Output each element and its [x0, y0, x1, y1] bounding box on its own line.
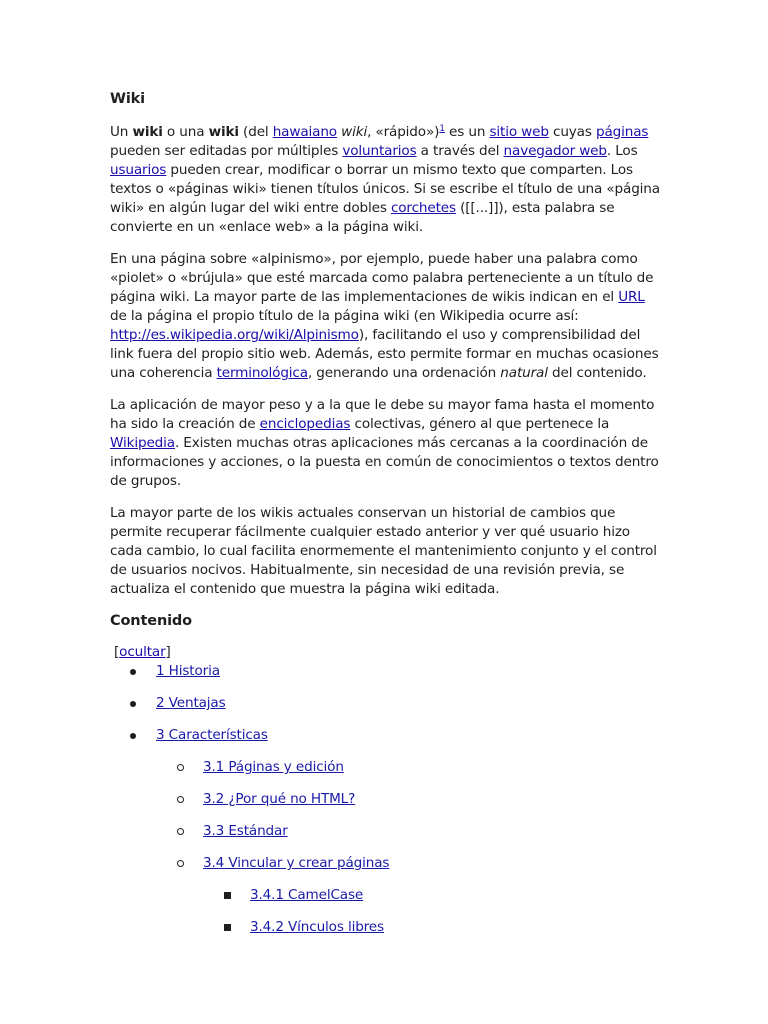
text: , «rápido») [367, 124, 440, 140]
text: es un [444, 124, 490, 140]
toc-link-estandar[interactable]: 3.3 Estándar [203, 823, 288, 839]
bullet-circle-icon [177, 790, 184, 809]
bullet-square-icon [224, 918, 231, 937]
text: colectivas, género al que pertenece la [350, 416, 610, 432]
toc-list [110, 662, 660, 937]
text: La aplicación de mayor peso y a la que le debe su mayor fama hasta el momento ha sido la creación de [110, 397, 655, 432]
bullet-circle-icon [177, 758, 184, 777]
toc-link-vincular-crear[interactable]: 3.4 Vincular y crear páginas [203, 855, 390, 871]
toc-heading: Contenido [110, 613, 192, 629]
toc-item [110, 662, 660, 681]
text: (del [238, 124, 273, 140]
toc-link-ventajas[interactable]: 2 Ventajas [156, 695, 226, 711]
text: del contenido. [547, 365, 647, 381]
text: pueden ser editadas por múltiples [110, 143, 343, 159]
link-paginas[interactable]: páginas [595, 124, 649, 140]
history-paragraph: La mayor parte de los wikis actuales conservan un historial de cambios que permite recuperar fácilmente cualquier estado anterior y ver qué usuario hizo cada cambio, lo cual facilita enormemente el mantenimiento conjunto y el control de usuarios nocivos. Habitualmente, sin necesidad de una revisión previa, se actualiza el contenido que muestra la página wiki editada. [110, 505, 657, 597]
bracket: ] [165, 644, 171, 660]
bullet-disc-icon [130, 694, 136, 713]
toc-hide-link[interactable]: ocultar [119, 644, 166, 660]
text: , generando una ordenación [307, 365, 501, 381]
toc-toggle [114, 643, 660, 662]
text: o una [162, 124, 209, 140]
text: ([[...]]), esta palabra se convierte en un «enlace web» a la página wiki. [110, 200, 615, 235]
bullet-square-icon [224, 886, 231, 905]
bullet-circle-icon [177, 822, 184, 841]
text: Un [110, 124, 133, 140]
text: pueden crear, modificar o borrar un mismo texto que comparten. Los textos o «páginas wiki» tienen títulos únicos. Si se escribe el título de una «página wiki» en algún lugar del wiki entre dobles [110, 162, 660, 216]
text: En una página sobre «alpinismo», por ejemplo, puede haber una palabra como «piolet» o «brújula» que esté marcada como palabra perteneciente a un título de página wiki. La mayor parte de las implementaciones de wikis indican en el [110, 251, 654, 305]
toc-item [110, 822, 660, 841]
toc-item [110, 854, 660, 873]
text: cuyas [548, 124, 596, 140]
toc-item [110, 694, 660, 713]
link-corchetes[interactable]: corchetes [390, 200, 456, 216]
bold-term: wiki [132, 124, 163, 140]
toc-item [110, 790, 660, 809]
bullet-circle-icon [177, 854, 184, 873]
bullet-disc-icon [130, 662, 136, 681]
link-voluntarios[interactable]: voluntarios [342, 143, 417, 159]
text: de la página el propio título de la página wiki (en Wikipedia ocurre así: [110, 308, 579, 324]
link-url[interactable]: URL [618, 289, 645, 305]
text: . Los [606, 143, 638, 159]
alpinismo-paragraph [110, 250, 660, 383]
link-sitio-web[interactable]: sitio web [489, 124, 549, 140]
text: . Existen muchas otras aplicaciones más cercanas a la coordinación de informaciones y acciones, o la puesta en común de conocimientos o textos dentro de grupos. [110, 435, 659, 489]
reference-link[interactable]: 1 [439, 124, 445, 134]
text: a través del [416, 143, 504, 159]
toc-item [110, 758, 660, 777]
link-usuarios[interactable]: usuarios [110, 162, 167, 178]
link-alpinismo[interactable]: http://es.wikipedia.org/wiki/Alpinismo [110, 327, 359, 343]
text: ), facilitando el uso y comprensibilidad del link fuera del propio sitio web. Además, esto permite formar en muchas ocasiones una coherencia [110, 327, 659, 381]
page-title: Wiki [110, 91, 145, 107]
toc-link-paginas-edicion[interactable]: 3.1 Páginas y edición [203, 759, 344, 775]
link-terminologica[interactable]: terminológica [216, 365, 308, 381]
toc-item [110, 886, 660, 905]
italic-term: wiki [341, 124, 368, 140]
toc-link-vinculos-libres[interactable]: 3.4.2 Vínculos libres [250, 919, 384, 935]
toc-link-caracteristicas[interactable]: 3 Características [156, 727, 268, 743]
italic-term: natural [500, 365, 548, 381]
link-wikipedia[interactable]: Wikipedia [110, 435, 175, 451]
toc-link-historia[interactable]: 1 Historia [156, 663, 220, 679]
article-content [110, 90, 660, 950]
toc-link-por-que-no-html[interactable]: 3.2 ¿Por qué no HTML? [203, 791, 356, 807]
link-hawaiano[interactable]: hawaiano [272, 124, 337, 140]
link-enciclopedias[interactable]: enciclopedias [259, 416, 351, 432]
toc-link-camelcase[interactable]: 3.4.1 CamelCase [250, 887, 364, 903]
bullet-disc-icon [130, 726, 136, 745]
applications-paragraph [110, 396, 660, 491]
intro-paragraph [110, 123, 660, 237]
toc-item [110, 918, 660, 937]
bracket: [ [114, 644, 120, 660]
toc-item [110, 726, 660, 745]
link-navegador-web[interactable]: navegador web [503, 143, 607, 159]
bold-term: wiki [208, 124, 239, 140]
